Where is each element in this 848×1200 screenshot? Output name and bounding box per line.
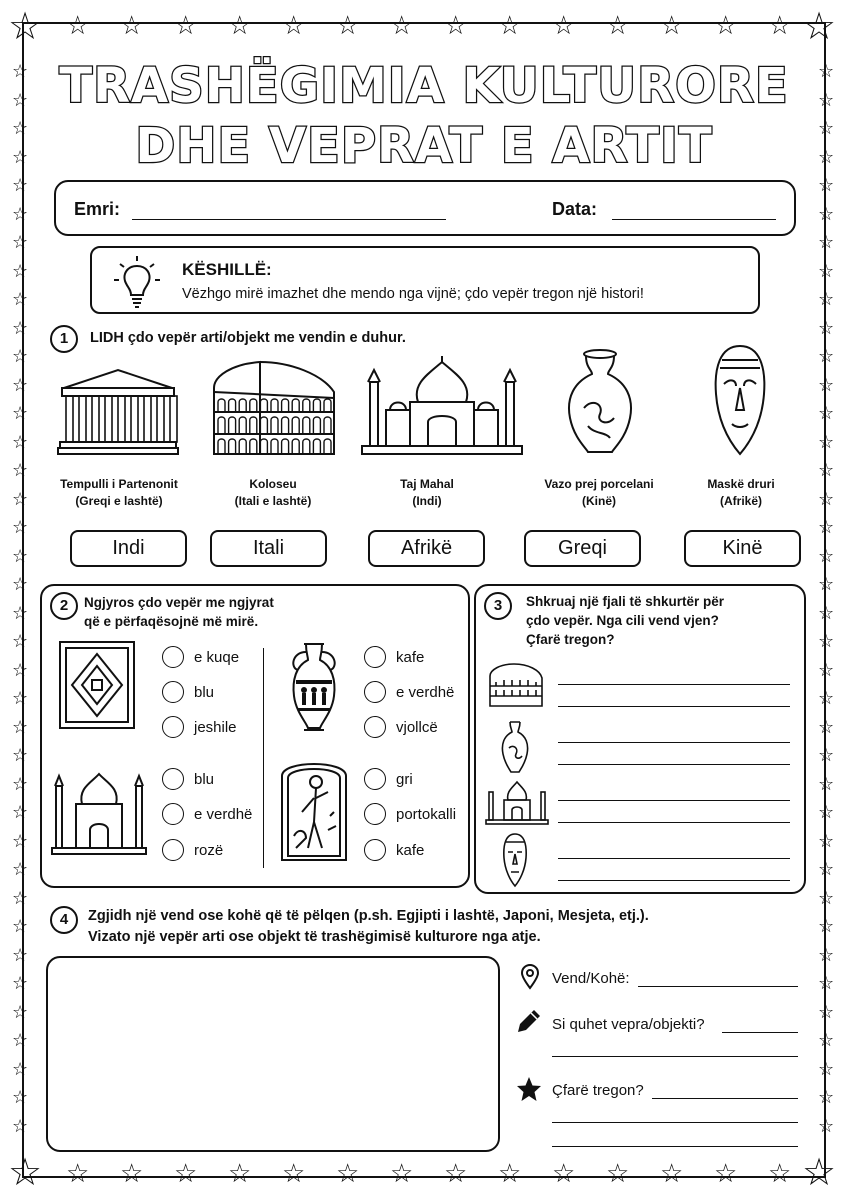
arch-shape xyxy=(239,439,246,454)
column-shape xyxy=(157,396,164,442)
place-box-itali[interactable]: Itali xyxy=(210,530,327,567)
radio-circle[interactable] xyxy=(364,646,386,668)
arch-shape xyxy=(282,439,289,454)
egyptian-relief-icon xyxy=(278,752,350,864)
border-star-icon: ☆ xyxy=(12,859,29,879)
border-star-icon: ☆ xyxy=(606,1158,630,1188)
border-star-icon: ☆ xyxy=(228,10,252,40)
option-label: kafe xyxy=(396,841,425,859)
sentence-line[interactable] xyxy=(558,858,790,859)
border-star-icon: ☆ xyxy=(444,10,468,40)
border-star-icon: ☆ xyxy=(818,887,835,908)
border-star-icon: ☆ xyxy=(12,944,29,965)
border-star-icon: ☆ xyxy=(390,10,414,40)
border-star-icon: ☆ xyxy=(12,802,29,822)
sentence-line[interactable] xyxy=(558,800,790,801)
border-star-icon: ☆ xyxy=(120,1158,144,1188)
arch-shape xyxy=(303,417,310,434)
option-carpet-blue[interactable] xyxy=(162,681,214,703)
border-star-icon: ☆ xyxy=(818,1030,835,1050)
item-4-origin: (Kinë) xyxy=(582,494,616,508)
column-shape xyxy=(118,396,125,442)
option-relief-orange[interactable] xyxy=(364,803,456,825)
item-5-caption xyxy=(666,476,816,510)
border-star-icon: ☆ xyxy=(66,10,90,40)
field-meaning-line-1[interactable] xyxy=(652,1098,798,1099)
column-shape xyxy=(105,396,112,442)
border-star-icon: ☆ xyxy=(12,716,29,737)
border-star-icon: ☆ xyxy=(818,802,835,822)
lightbulb-icon xyxy=(112,254,162,310)
border-star-icon: ☆ xyxy=(818,374,835,395)
item-1-name: Tempulli i Partenonit xyxy=(60,477,178,491)
border-star-icon: ☆ xyxy=(336,1158,360,1188)
arch-shape xyxy=(229,399,236,412)
colosseum-icon xyxy=(488,662,544,708)
arch-shape xyxy=(260,439,267,454)
section-2-instruction-2: që e përfaqësojnë më mirë. xyxy=(84,614,259,629)
option-carpet-green[interactable] xyxy=(162,716,237,738)
arch-shape xyxy=(239,417,246,434)
radio-circle[interactable] xyxy=(364,839,386,861)
option-relief-brown[interactable] xyxy=(364,839,424,861)
arch-shape xyxy=(260,417,267,434)
field-work-name-label: Si quhet vepra/objekti? xyxy=(552,1016,705,1033)
section-3-instruction-1: Shkruaj një fjali të shkurtër për xyxy=(526,594,725,609)
option-mosque-yellow[interactable] xyxy=(162,803,252,825)
border-star-icon: ☆ xyxy=(12,745,29,765)
field-meaning-line-3[interactable] xyxy=(552,1146,798,1147)
date-label: Data: xyxy=(552,199,598,219)
tip-heading: KËSHILLË: xyxy=(182,260,272,279)
section-2-instruction-1: Ngjyros çdo vepër me ngjyrat xyxy=(84,595,274,610)
sentence-line[interactable] xyxy=(558,706,790,707)
section-4-number: 4 xyxy=(50,906,78,934)
section-4-instruction-2: Vizato një vepër arti ose objekt të trashëgimisë kulturore nga atje. xyxy=(88,929,541,945)
arch-shape xyxy=(229,417,236,434)
border-star-icon: ☆ xyxy=(714,1158,738,1188)
wooden-mask-icon xyxy=(502,832,528,888)
radio-circle[interactable] xyxy=(364,716,386,738)
field-work-name-line-1[interactable] xyxy=(722,1032,798,1033)
arch-shape xyxy=(218,439,225,454)
item-2-origin: (Itali e lashtë) xyxy=(234,494,312,508)
item-4-name: Vazo prej porcelani xyxy=(544,477,654,491)
sentence-line[interactable] xyxy=(558,822,790,823)
arch-shape xyxy=(239,399,246,412)
border-star-icon: ☆ xyxy=(818,830,835,851)
border-star-icon: ☆ xyxy=(818,688,835,708)
arch-shape xyxy=(229,439,236,454)
border-star-icon: ☆ xyxy=(818,574,835,594)
border-star-icon: ☆ xyxy=(12,830,29,851)
option-label: portokalli xyxy=(396,805,457,823)
option-relief-gray[interactable] xyxy=(364,768,413,790)
arch-shape xyxy=(303,399,310,412)
item-1-origin: (Greqi e lashtë) xyxy=(75,494,163,508)
field-meaning-label: Çfarë tregon? xyxy=(552,1082,644,1099)
border-star-icon: ☆ xyxy=(12,146,29,167)
border-star-icon: ☆ xyxy=(818,403,835,423)
border-star-icon: ☆ xyxy=(12,1087,29,1107)
border-star-icon: ☆ xyxy=(282,10,306,40)
border-star-icon: ☆ xyxy=(12,659,29,680)
item-3-origin: (Indi) xyxy=(412,494,442,508)
border-star-icon: ☆ xyxy=(818,460,835,480)
arch-shape xyxy=(303,439,310,454)
carpet-icon xyxy=(58,640,136,730)
arch-shape xyxy=(271,399,278,412)
border-star-icon: ☆ xyxy=(818,517,835,537)
option-amphora-brown[interactable] xyxy=(364,646,424,668)
porcelain-vase-icon xyxy=(564,348,636,456)
border-star-icon: ☆ xyxy=(174,10,198,40)
border-star-icon: ☆ xyxy=(12,773,29,794)
border-star-icon: ☆ xyxy=(12,973,29,993)
option-label: vjollcë xyxy=(396,718,438,736)
border-star-icon: ☆ xyxy=(12,545,29,566)
border-star-icon: ☆ xyxy=(818,973,835,993)
section-3-instruction-3: Çfarë tregon? xyxy=(526,632,615,647)
section-2-number: 2 xyxy=(50,592,78,620)
border-star-icon: ☆ xyxy=(12,631,29,651)
page-title-line-1: TRASHËGIMIA KULTURORE xyxy=(59,58,789,114)
arch-shape xyxy=(324,439,331,454)
border-star-icon: ☆ xyxy=(66,1158,90,1188)
star-icon xyxy=(516,1076,542,1102)
border-star-icon: ☆ xyxy=(390,1158,414,1188)
border-star-icon: ☆ xyxy=(606,10,630,40)
border-star-icon: ☆ xyxy=(818,1087,835,1107)
item-3-name: Taj Mahal xyxy=(400,477,454,491)
wooden-mask-icon xyxy=(712,344,768,456)
border-star-icon: ☆ xyxy=(12,688,29,708)
option-amphora-purple[interactable] xyxy=(364,716,438,738)
border-star-icon: ☆ xyxy=(8,6,43,48)
radio-circle[interactable] xyxy=(162,646,184,668)
border-star-icon: ☆ xyxy=(714,10,738,40)
border-star-icon: ☆ xyxy=(818,118,835,138)
border-star-icon: ☆ xyxy=(12,89,29,110)
greek-amphora-icon xyxy=(286,640,342,736)
border-star-icon: ☆ xyxy=(818,61,835,81)
arch-shape xyxy=(282,399,289,412)
arch-shape xyxy=(292,399,299,412)
border-star-icon: ☆ xyxy=(818,745,835,765)
section-1-instruction: LIDH çdo vepër arti/objekt me vendin e duhur. xyxy=(90,330,406,346)
section-3-instruction-2: çdo vepër. Nga cili vend vjen? xyxy=(526,613,719,628)
border-star-icon: ☆ xyxy=(768,10,792,40)
border-star-icon: ☆ xyxy=(12,232,29,252)
border-star-icon: ☆ xyxy=(818,1001,835,1022)
border-star-icon: ☆ xyxy=(818,346,835,366)
border-star-icon: ☆ xyxy=(818,859,835,879)
taj-mahal-icon xyxy=(486,780,548,826)
border-star-icon: ☆ xyxy=(818,659,835,680)
radio-circle[interactable] xyxy=(364,803,386,825)
border-star-icon: ☆ xyxy=(818,488,835,509)
date-field[interactable] xyxy=(612,219,776,220)
name-date-box xyxy=(54,180,796,236)
border-star-icon: ☆ xyxy=(12,1030,29,1050)
border-star-icon: ☆ xyxy=(174,1158,198,1188)
border-star-icon: ☆ xyxy=(498,1158,522,1188)
option-label: e verdhë xyxy=(194,805,253,823)
border-star-icon: ☆ xyxy=(120,10,144,40)
place-box-indi[interactable]: Indi xyxy=(70,530,187,567)
page-title-line-2: DHE VEPRAT E ARTIT xyxy=(135,118,713,174)
option-label: gri xyxy=(396,770,413,788)
arch-shape xyxy=(292,417,299,434)
arch-shape xyxy=(260,399,267,412)
border-star-icon: ☆ xyxy=(12,374,29,395)
border-star-icon: ☆ xyxy=(12,289,29,309)
arch-shape xyxy=(324,399,331,412)
border-star-icon: ☆ xyxy=(818,203,835,224)
column-shape xyxy=(66,396,73,442)
option-amphora-yellow[interactable] xyxy=(364,681,454,703)
name-field[interactable] xyxy=(132,219,446,220)
place-box-afrike[interactable]: Afrikë xyxy=(368,530,485,567)
arch-shape xyxy=(313,439,320,454)
border-star-icon: ☆ xyxy=(12,118,29,138)
option-label: kafe xyxy=(396,648,425,666)
section-2-divider xyxy=(263,648,264,868)
border-star-icon: ☆ xyxy=(282,1158,306,1188)
border-star-icon: ☆ xyxy=(818,944,835,965)
arch-shape xyxy=(250,439,257,454)
border-star-icon: ☆ xyxy=(8,1152,43,1194)
arch-shape xyxy=(271,417,278,434)
item-5-name: Maskë druri xyxy=(707,477,775,491)
border-star-icon: ☆ xyxy=(12,61,29,81)
option-label: rozë xyxy=(194,841,224,859)
arch-shape xyxy=(313,399,320,412)
arch-shape xyxy=(324,417,331,434)
sentence-line[interactable] xyxy=(558,764,790,765)
border-star-icon: ☆ xyxy=(818,175,835,195)
section-3-number: 3 xyxy=(484,592,512,620)
border-star-icon: ☆ xyxy=(12,431,29,452)
arch-shape xyxy=(313,417,320,434)
field-meaning-line-2[interactable] xyxy=(552,1122,798,1123)
item-4-caption xyxy=(524,476,674,510)
border-star-icon: ☆ xyxy=(12,1001,29,1022)
arch-shape xyxy=(282,417,289,434)
option-carpet-red[interactable] xyxy=(162,646,239,668)
porcelain-vase-icon xyxy=(500,720,530,774)
parthenon-icon xyxy=(58,368,178,456)
border-star-icon: ☆ xyxy=(12,488,29,509)
column-shape xyxy=(92,396,99,442)
arch-shape xyxy=(292,439,299,454)
item-2-caption xyxy=(198,476,348,510)
option-label: jeshile xyxy=(194,718,237,736)
border-star-icon: ☆ xyxy=(12,175,29,195)
place-box-greqi[interactable]: Greqi xyxy=(524,530,641,567)
radio-circle[interactable] xyxy=(162,839,184,861)
border-star-icon: ☆ xyxy=(498,10,522,40)
field-place-time-line[interactable] xyxy=(638,986,798,987)
border-star-icon: ☆ xyxy=(818,89,835,110)
mosque-icon xyxy=(52,766,146,858)
border-star-icon: ☆ xyxy=(336,10,360,40)
column-shape xyxy=(79,396,86,442)
option-label: e kuqe xyxy=(194,648,240,666)
border-star-icon: ☆ xyxy=(12,602,29,623)
radio-circle[interactable] xyxy=(364,768,386,790)
sentence-line[interactable] xyxy=(558,684,790,685)
border-star-icon: ☆ xyxy=(818,545,835,566)
border-star-icon: ☆ xyxy=(818,716,835,737)
place-box-kine[interactable]: Kinë xyxy=(684,530,801,567)
border-star-icon: ☆ xyxy=(818,773,835,794)
border-star-icon: ☆ xyxy=(12,887,29,908)
radio-circle[interactable] xyxy=(162,768,184,790)
border-star-icon: ☆ xyxy=(818,1115,835,1136)
radio-circle[interactable] xyxy=(162,681,184,703)
border-star-icon: ☆ xyxy=(12,517,29,537)
border-star-icon: ☆ xyxy=(12,1058,29,1079)
border-star-icon: ☆ xyxy=(552,1158,576,1188)
border-star-icon: ☆ xyxy=(818,631,835,651)
arch-shape xyxy=(218,399,225,412)
border-star-icon: ☆ xyxy=(768,1158,792,1188)
border-star-icon: ☆ xyxy=(660,10,684,40)
sentence-line[interactable] xyxy=(558,880,790,881)
option-mosque-blue[interactable] xyxy=(162,768,214,790)
border-star-icon: ☆ xyxy=(12,346,29,366)
border-star-icon: ☆ xyxy=(12,317,29,338)
arch-shape xyxy=(218,417,225,434)
border-star-icon: ☆ xyxy=(12,403,29,423)
field-work-name-line-2[interactable] xyxy=(552,1056,798,1057)
column-shape xyxy=(131,396,138,442)
column-shape xyxy=(170,396,177,442)
section-4-instruction-1: Zgjidh një vend ose kohë që të pëlqen (p.sh. Egjipti i lashtë, Japoni, Mesjeta, etj.). xyxy=(88,908,649,924)
border-star-icon: ☆ xyxy=(12,460,29,480)
radio-circle[interactable] xyxy=(162,716,184,738)
border-star-icon: ☆ xyxy=(818,289,835,309)
border-star-icon: ☆ xyxy=(228,1158,252,1188)
name-label: Emri: xyxy=(74,199,121,219)
item-1-caption xyxy=(44,476,194,510)
option-label: e verdhë xyxy=(396,683,455,701)
border-star-icon: ☆ xyxy=(818,916,835,936)
pencil-icon xyxy=(516,1008,542,1034)
border-star-icon: ☆ xyxy=(818,317,835,338)
radio-circle[interactable] xyxy=(364,681,386,703)
item-5-origin: (Afrikë) xyxy=(719,494,762,508)
location-pin-icon xyxy=(520,964,540,990)
colosseum-icon xyxy=(210,358,338,460)
sentence-line[interactable] xyxy=(558,742,790,743)
radio-circle[interactable] xyxy=(162,803,184,825)
border-star-icon: ☆ xyxy=(818,602,835,623)
tip-box xyxy=(90,246,760,314)
border-star-icon: ☆ xyxy=(818,146,835,167)
option-label: blu xyxy=(194,770,215,788)
border-star-icon: ☆ xyxy=(12,260,29,281)
section-1-number: 1 xyxy=(50,325,78,353)
field-place-time-label: Vend/Kohë: xyxy=(552,970,630,987)
border-star-icon: ☆ xyxy=(818,431,835,452)
arch-shape xyxy=(250,417,257,434)
item-2-name: Koloseu xyxy=(249,477,297,491)
border-star-icon: ☆ xyxy=(12,1115,29,1136)
option-mosque-pink[interactable] xyxy=(162,839,223,861)
taj-mahal-icon xyxy=(362,356,522,460)
border-star-icon: ☆ xyxy=(552,10,576,40)
border-star-icon: ☆ xyxy=(660,1158,684,1188)
border-star-icon: ☆ xyxy=(12,916,29,936)
border-star-icon: ☆ xyxy=(12,574,29,594)
arch-shape xyxy=(271,439,278,454)
border-star-icon: ☆ xyxy=(444,1158,468,1188)
column-shape xyxy=(144,396,151,442)
item-3-caption xyxy=(352,476,502,510)
border-star-icon: ☆ xyxy=(12,203,29,224)
border-star-icon: ☆ xyxy=(818,1058,835,1079)
drawing-area[interactable] xyxy=(46,956,500,1152)
border-star-icon: ☆ xyxy=(818,260,835,281)
border-star-icon: ☆ xyxy=(802,1152,837,1194)
arch-shape xyxy=(250,399,257,412)
border-star-icon: ☆ xyxy=(802,6,837,48)
tip-text: Vëzhgo mirë imazhet dhe mendo nga vijnë; çdo vepër tregon një histori! xyxy=(182,286,644,302)
option-label: blu xyxy=(194,683,215,701)
border-star-icon: ☆ xyxy=(818,232,835,252)
